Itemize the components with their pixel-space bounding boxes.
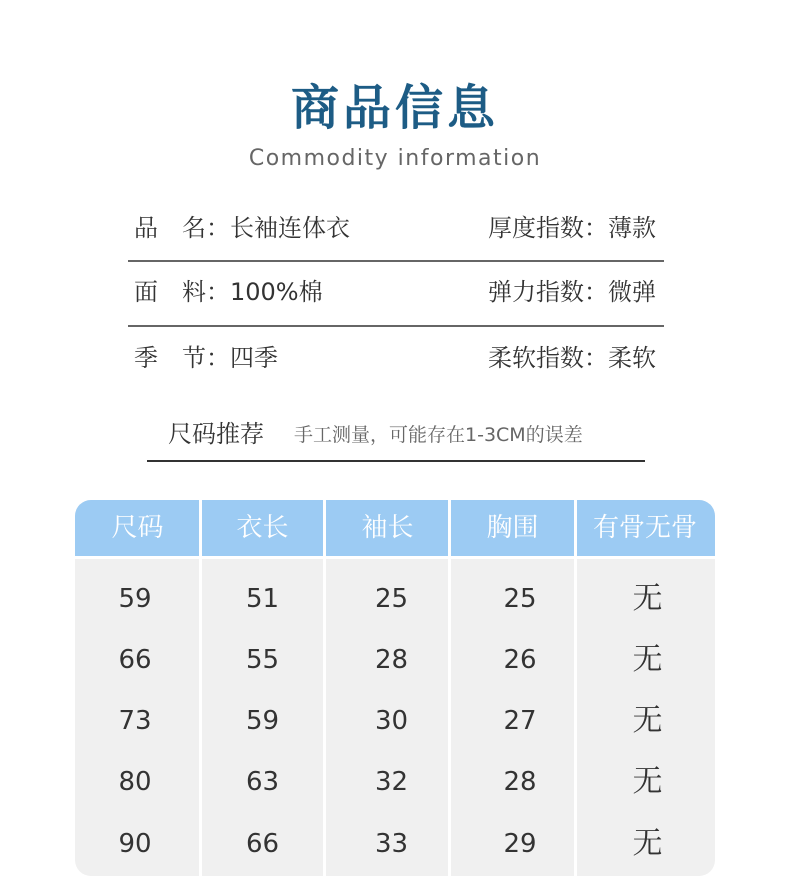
table-header-row [75,500,715,556]
column-separator [199,500,202,876]
table-cell: 66 [118,645,152,675]
table-row [75,691,715,751]
table-cell: 90 [118,829,152,859]
page-subtitle: Commodity information [248,146,542,171]
thickness-index: 厚度指数：薄款 [488,214,656,242]
table-cell: 59 [118,584,152,614]
info-divider [128,260,664,262]
header-bone: 有骨无骨 [592,513,697,543]
table-cell: 32 [374,767,409,797]
table-cell: 80 [118,767,152,797]
column-separator [574,500,577,876]
table-cell: 66 [245,829,280,859]
table-cell: 无 [632,581,663,616]
table-cell: 51 [245,584,280,614]
table-cell: 29 [503,829,537,859]
table-cell: 73 [118,706,152,736]
table-cell: 28 [374,645,409,675]
product-name: 品 名：长袖连体衣 [134,214,350,242]
table-cell: 25 [374,584,409,614]
table-row [75,569,715,629]
size-measure-note: 手工测量，可能存在1-3CM的误差 [294,424,583,446]
fabric: 面 料：100%棉 [134,278,323,306]
size-divider [147,460,645,462]
table-row [75,630,715,690]
size-recommend-heading: 尺码推荐 [168,420,264,448]
page-title: 商品信息 [290,80,499,136]
table-cell: 59 [245,706,280,736]
softness-index: 柔软指数：柔软 [488,344,656,372]
column-separator [323,500,326,876]
table-row [75,814,715,874]
header-chest: 胸围 [486,513,539,543]
table-cell: 28 [503,767,537,797]
table-cell: 无 [632,826,663,861]
info-divider [128,325,664,327]
info-row [130,336,664,380]
column-separator [448,500,451,876]
table-cell: 63 [245,767,280,797]
header-separator [75,556,715,559]
header-sleeve: 袖长 [361,513,414,543]
table-cell: 27 [503,706,537,736]
info-row [130,206,664,250]
table-cell: 26 [503,645,537,675]
table-cell: 55 [245,645,280,675]
table-cell: 30 [374,706,409,736]
table-cell: 无 [632,703,663,738]
table-row [75,752,715,812]
size-table [75,500,715,876]
info-row [130,270,664,314]
table-cell: 无 [632,642,663,677]
table-cell: 25 [503,584,537,614]
table-cell: 33 [374,829,409,859]
header-size: 尺码 [111,513,164,543]
elasticity-index: 弹力指数：微弹 [488,278,656,306]
table-cell: 无 [632,764,663,799]
header-length: 衣长 [236,513,289,543]
season: 季 节：四季 [134,344,278,372]
